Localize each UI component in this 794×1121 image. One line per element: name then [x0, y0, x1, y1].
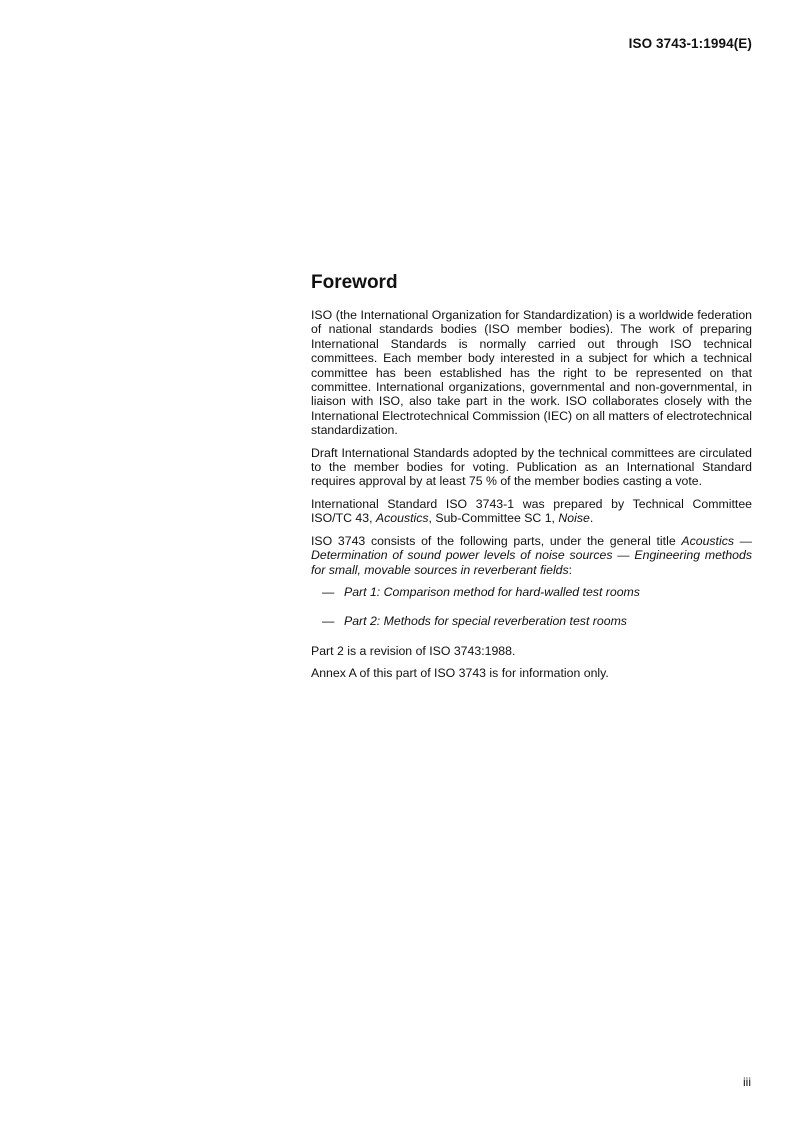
- committee-title: Acoustics: [375, 511, 429, 526]
- document-identifier: ISO 3743-1:1994(E): [628, 36, 752, 51]
- text-fragment: , Sub-Committee SC 1,: [428, 511, 559, 526]
- text-fragment: ISO 3743 consists of the following parts, under the general title: [311, 533, 682, 548]
- paragraph-iso-intro: ISO (the International Organization for Standardization) is a worldwide federation of national standards bodies (ISO member bodies). The work of preparing International Standards is normally carried out through ISO technical committees. Each member body interested in a subject for which a technical committee has been established has the right to be represented on that committee. International organizations, governmental and non-governmental, in liaison with ISO, also take part in the work. ISO collaborates closely with the International Electrotechnical Commission (IEC) on all matters of electrotechnical standardization.: [311, 308, 752, 438]
- section-title: Foreword: [311, 272, 398, 293]
- text-fragment: International Standard ISO 3743-1 was prepared by Technical Committee ISO/TC 43,: [311, 496, 752, 526]
- dash: —: [322, 614, 335, 629]
- paragraph-prepared-by: [311, 497, 752, 526]
- parts-list: [311, 585, 752, 629]
- subcommittee-title: Noise: [558, 511, 590, 526]
- dash: —: [322, 584, 335, 599]
- list-item: [322, 585, 752, 599]
- paragraph-draft-standards: Draft International Standards adopted by the technical committees are circulated to the member bodies for voting. Publication as an International Standard requires approval by at least 75 % of the member bodies casting a vote.: [311, 445, 752, 489]
- part-label: Part 2: Methods for special reverberation test rooms: [344, 614, 627, 629]
- general-title: Acoustics — Determination of sound power levels of noise sources — Engineering methods for small, movable sources in reverberant fields: [311, 533, 752, 577]
- paragraph-parts-intro: [311, 534, 752, 577]
- list-item: [322, 614, 752, 628]
- foreword-section: [311, 272, 752, 689]
- text-fragment: :: [568, 562, 573, 577]
- paragraph-annex: Annex A of this part of ISO 3743 is for information only.: [311, 666, 609, 681]
- text-fragment: .: [589, 511, 594, 526]
- paragraph-revision: Part 2 is a revision of ISO 3743:1988.: [311, 643, 516, 658]
- part-label: Part 1: Comparison method for hard-walled test rooms: [344, 584, 640, 599]
- page-number: iii: [743, 1075, 751, 1089]
